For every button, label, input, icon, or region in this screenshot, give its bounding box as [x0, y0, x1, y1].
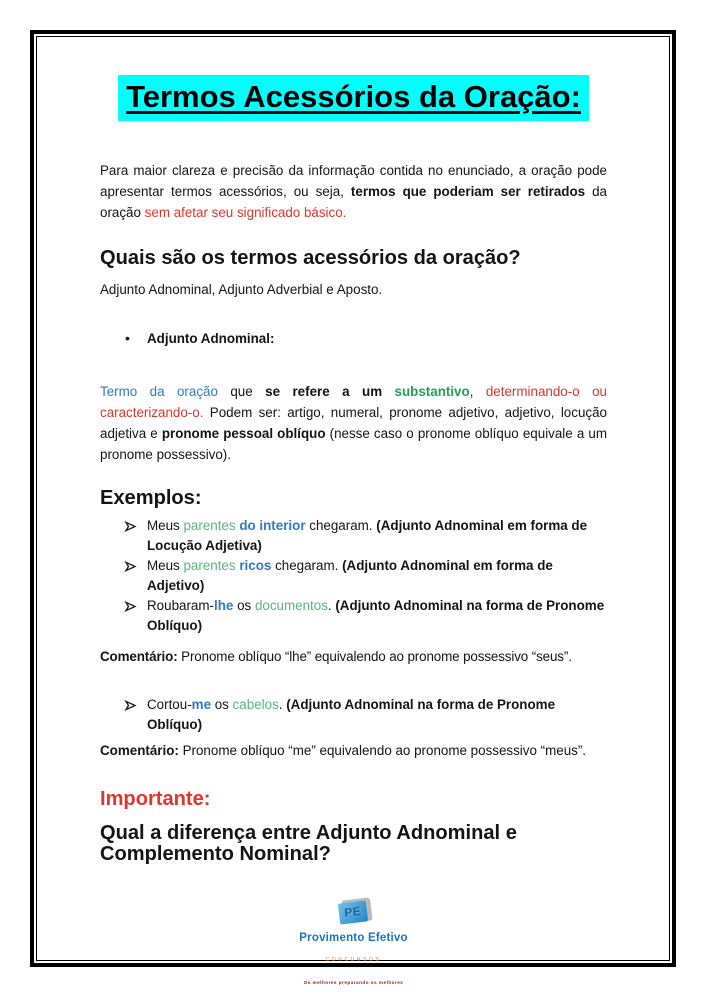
example-item-2 [100, 556, 607, 596]
cube-face [337, 900, 367, 924]
example-text: Meus parentes do interior chegaram. (Adjunto Adnominal em forma de Locução Adjetiva) [147, 518, 588, 553]
question-heading: Quais são os termos acessórios da oração? [100, 247, 521, 269]
brand-subtitle: CONCURSOS [325, 957, 382, 963]
example-item-1 [100, 516, 607, 556]
page-border-inner [36, 36, 670, 985]
example-text: Cortou-me os cabelos. (Adjunto Adnominal na forma de Pronome Oblíquo) [147, 697, 556, 732]
comment-paragraph-1: Comentário: Pronome oblíquo “lhe” equivalendo ao pronome possessivo “seus”. [100, 649, 572, 664]
arrow-bullet-icon [125, 596, 147, 636]
brand-name: Provimento Efetivo [299, 932, 408, 944]
comment-paragraph-2: Comentário: Pronome oblíquo “me” equivalendo ao pronome possessivo “meus”. [100, 743, 587, 758]
arrow-bullet-icon [125, 556, 147, 596]
logo-pe-cube-icon [336, 899, 372, 926]
document-content [37, 37, 669, 985]
example-item-4 [100, 695, 607, 735]
example-item-3 [100, 596, 607, 636]
important-heading: Importante: [100, 788, 211, 810]
example-text: Meus parentes ricos chegaram. (Adjunto Adnominal em forma de Adjetivo) [147, 558, 553, 593]
brand-logo [100, 899, 607, 993]
page-border [30, 30, 676, 985]
arrow-bullet-icon [125, 695, 147, 735]
definition-paragraph: Termo da oração que se refere a um substantivo, determinando-o ou caracterizando-o. Podem ser: artigo, numeral, pronome adjetivo, adjetivo, locução adjetiva e pronome pessoal oblíquo (nesse caso o pronome oblíquo equivale a um pronome possessivo). [100, 384, 607, 462]
cube-letters: PE [343, 904, 362, 920]
example-text: Roubaram-lhe os documentos. (Adjunto Adnominal na forma de Pronome Oblíquo) [147, 598, 605, 633]
page-title-text: Termos Acessórios da Oração: [118, 75, 589, 121]
examples-heading: Exemplos: [100, 487, 202, 509]
list-item-adjunto-adnominal [100, 328, 607, 349]
intro-paragraph: Para maior clareza e precisão da informação contida no enunciado, a oração pode apresentar termos acessórios, ou seja, termos que poderiam ser retirados da oração sem afetar seu significado básico. [100, 163, 607, 220]
page-title [100, 75, 607, 121]
final-question-heading: Qual a diferença entre Adjunto Adnominal e Complemento Nominal? [100, 822, 517, 865]
answer-text: Adjunto Adnominal, Adjunto Adverbial e Aposto. [100, 282, 383, 297]
bullet-icon: • [125, 330, 130, 346]
examples-list [100, 516, 607, 636]
list-item-label: Adjunto Adnominal: [147, 331, 275, 346]
arrow-bullet-icon [125, 516, 147, 556]
brand-tagline: Os melhores preparando os melhores [303, 980, 404, 985]
